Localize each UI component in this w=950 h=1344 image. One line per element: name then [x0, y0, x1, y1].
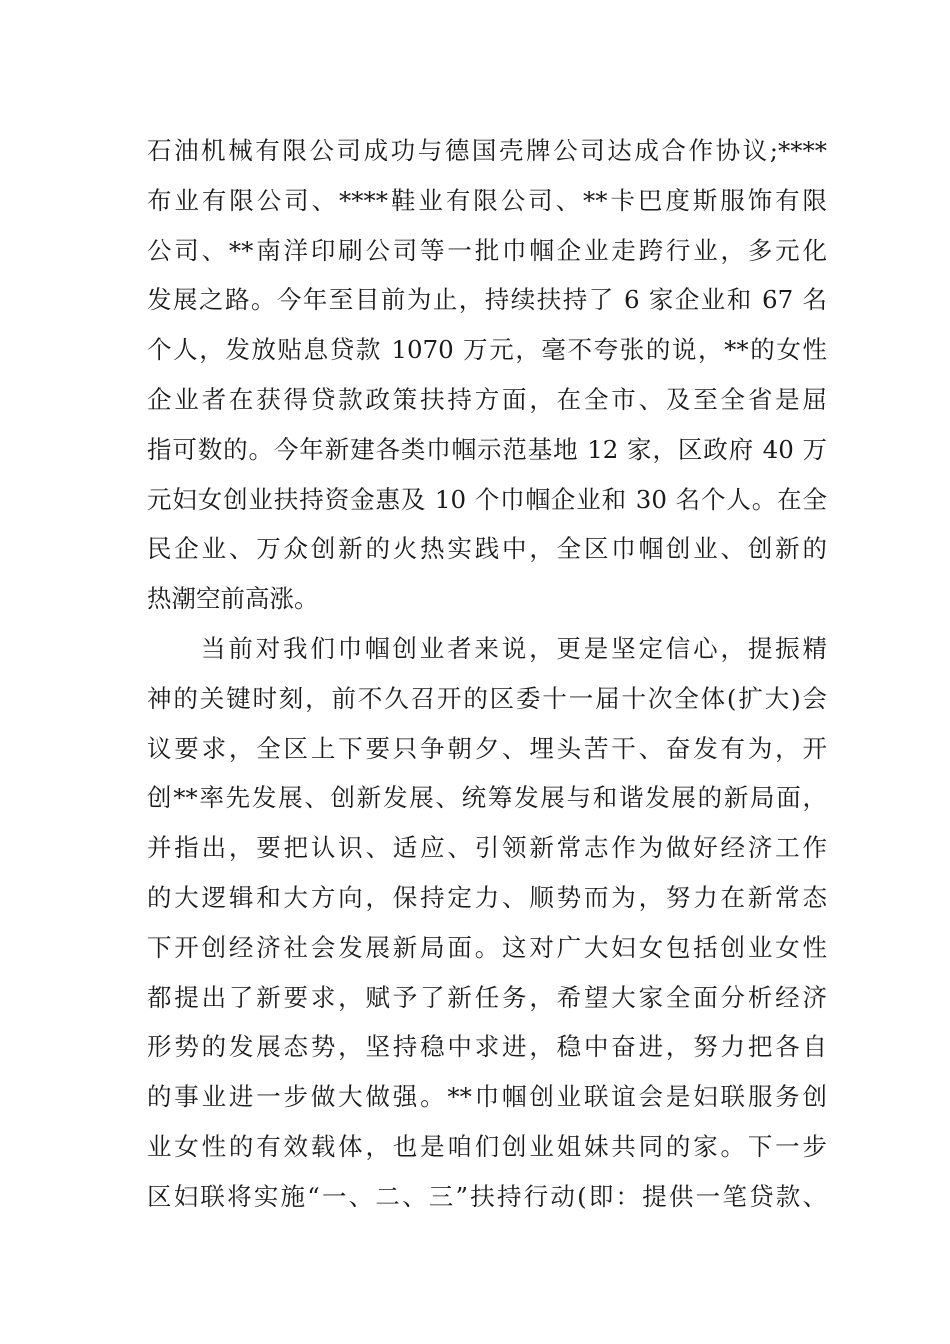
text-line: 发展之路。今年至目前为止，持续扶持了 6 家企业和 67 名: [147, 285, 827, 315]
text-line: 业女性的有效载体，也是咱们创业姐妹共同的家。下一步: [147, 1131, 827, 1161]
text-line: 热潮空前高涨。: [147, 584, 319, 614]
text-line: 形势的发展态势，坚持稳中求进，稳中奋进，努力把各自: [147, 1032, 827, 1062]
text-line: 创**率先发展、创新发展、统筹发展与和谐发展的新局面，: [147, 783, 827, 813]
text-line: 石油机械有限公司成功与德国壳牌公司达成合作协议;****: [147, 136, 827, 165]
text-line: 下开创经济社会发展新局面。这对广大妇女包括创业女性: [147, 932, 827, 962]
text-line: 元妇女创业扶持资金惠及 10 个巾帼企业和 30 名个人。在全: [147, 484, 827, 514]
paragraph-first-line: 当前对我们巾帼创业者来说，更是坚定信心，提振精: [201, 633, 827, 663]
text-line: 民企业、万众创新的火热实践中，全区巾帼创业、创新的: [147, 534, 827, 564]
text-line: 区妇联将实施“一、二、三”扶持行动(即：提供一笔贷款、: [147, 1181, 827, 1211]
text-line: 企业者在获得贷款政策扶持方面，在全市、及至全省是屈: [147, 384, 827, 414]
text-line: 都提出了新要求，赋予了新任务，希望大家全面分析经济: [147, 982, 827, 1012]
text-line: 神的关键时刻，前不久召开的区委十一届十次全体(扩大)会: [147, 683, 827, 713]
body-text: [147, 126, 827, 1222]
text-line: 个人，发放贴息贷款 1070 万元，毫不夸张的说，**的女性: [147, 335, 827, 365]
text-line: 议要求，全区上下要只争朝夕、埋头苦干、奋发有为，开: [147, 733, 827, 763]
text-line: 并指出，要把认识、适应、引领新常志作为做好经济工作: [147, 833, 827, 863]
text-line: 公司、**南洋印刷公司等一批巾帼企业走跨行业，多元化: [147, 235, 827, 265]
text-line: 的事业进一步做大做强。**巾帼创业联谊会是妇联服务创: [147, 1082, 827, 1112]
text-line: 指可数的。今年新建各类巾帼示范基地 12 家，区政府 40 万: [147, 434, 827, 464]
text-line: 的大逻辑和大方向，保持定力、顺势而为，努力在新常态: [147, 882, 827, 912]
text-line: 布业有限公司、****鞋业有限公司、**卡巴度斯服饰有限: [147, 185, 827, 215]
